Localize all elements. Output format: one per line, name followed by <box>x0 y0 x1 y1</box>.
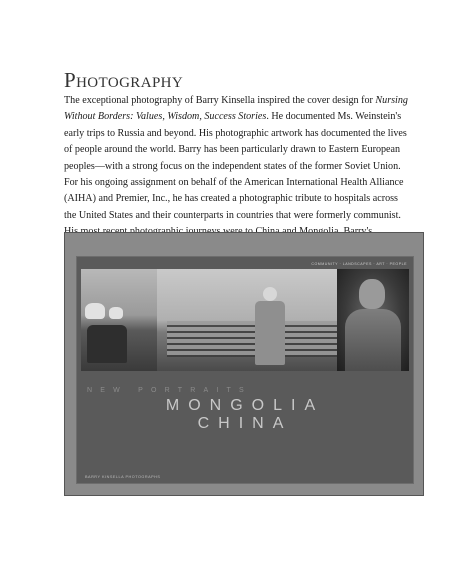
website-homepage <box>77 257 413 483</box>
truck-shape <box>87 325 127 363</box>
section-title: Photography <box>64 68 184 92</box>
yurt-landscape-photo <box>81 269 157 371</box>
website-title-line-1: MONGOLIA <box>165 397 325 414</box>
yurt-shape <box>85 303 105 319</box>
portrait-body <box>345 309 401 371</box>
man-body <box>255 301 285 365</box>
man-figure <box>253 287 287 371</box>
fence-shape <box>167 321 337 357</box>
man-head <box>263 287 277 301</box>
website-screenshot-figure <box>64 232 424 496</box>
website-footer: BARRY KINSELLA PHOTOGRAPHS <box>85 475 161 479</box>
website-nav: COMMUNITY · LANDSCAPES · ART · PEOPLE <box>311 262 407 266</box>
yurt-shape <box>109 307 123 319</box>
photo-strip <box>81 269 409 371</box>
paragraph-intro: The exceptional photography of Barry Kinsella inspired the cover design for <box>64 95 376 106</box>
portrait-photo <box>337 269 409 371</box>
paragraph-main: . He documented Ms. Weinstein's early trips to Russia and beyond. His photographic artwork has documented the lives of people around the world. Barry has been particularly drawn to Eastern European peoples—with a strong focus on the independent states of the former Soviet Union. For his ongoing assignment on behalf of the American International Health Alliance (AIHA) and Premier, Inc., he has created a photographic tribute to hospitals across the United States and their counterparts in countries that were formerly communist. <box>64 111 407 221</box>
man-at-fence-photo <box>157 269 337 371</box>
website-title-line-2: CHINA <box>197 415 293 432</box>
book-title: Nursing Without Borders: Values, Wisdom, Success Stories <box>64 95 408 123</box>
website-subtitle: NEW PORTRAITS <box>87 387 252 394</box>
portrait-head <box>359 279 385 309</box>
